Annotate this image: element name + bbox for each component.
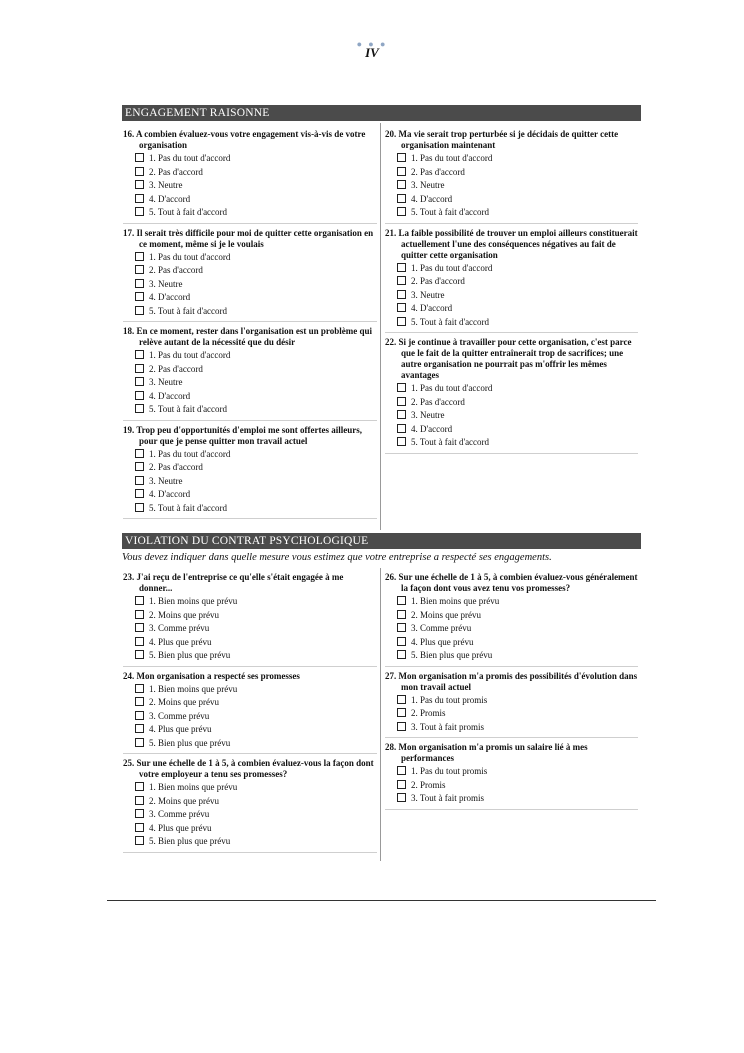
checkbox-icon[interactable] — [397, 383, 406, 392]
option-label: 5. Bien plus que prévu — [149, 737, 231, 748]
answer-option[interactable] — [123, 376, 377, 390]
question-block — [123, 425, 377, 520]
option-label: 2. Pas d'accord — [149, 363, 203, 374]
answer-option[interactable] — [123, 723, 377, 737]
answer-option[interactable] — [385, 779, 638, 793]
checkbox-icon[interactable] — [135, 377, 144, 386]
option-label: 1. Pas du tout d'accord — [149, 251, 231, 262]
option-label: 2. Moins que prévu — [149, 795, 219, 806]
answer-option[interactable] — [385, 409, 638, 423]
page-number-label: IV — [365, 45, 379, 60]
answer-option[interactable] — [123, 636, 377, 650]
option-label: 3. Comme prévu — [149, 710, 210, 721]
column-divider — [380, 568, 381, 861]
option-label: 5. Bien plus que prévu — [149, 836, 231, 846]
option-label: 2. Moins que prévu — [411, 609, 481, 620]
question-title: 20. Ma vie serait trop perturbée si je décidais de quitter cette organisation maintenant — [385, 129, 619, 150]
question-block — [123, 572, 377, 667]
option-label: 3. Neutre — [411, 289, 445, 300]
option-label: 1. Pas du tout d'accord — [149, 350, 231, 360]
answer-option[interactable] — [123, 737, 377, 751]
answer-option[interactable] — [123, 696, 377, 710]
answer-option[interactable] — [123, 835, 377, 849]
question-title: 28. Mon organisation m'a promis un salaire lié à mes performances — [385, 742, 588, 763]
answer-option[interactable] — [123, 609, 377, 623]
question-title: 26. Sur une échelle de 1 à 5, à combien évaluez-vous généralement la façon dont vous avez tenu vos promesses? — [385, 572, 638, 593]
question-block — [123, 758, 377, 853]
option-label: 2. Pas d'accord — [149, 265, 203, 275]
option-label: 1. Bien moins que prévu — [149, 596, 238, 606]
checkbox-icon[interactable] — [135, 153, 144, 162]
page-dots: ● ● ● — [356, 39, 388, 49]
option-label: 2. Moins que prévu — [149, 609, 219, 620]
option-label: 4. Plus que prévu — [149, 822, 212, 833]
footer-rule — [107, 900, 656, 901]
column-divider — [380, 123, 381, 530]
checkbox-icon[interactable] — [397, 766, 406, 775]
question-block — [123, 129, 377, 224]
checkbox-icon[interactable] — [135, 796, 144, 805]
option-label: 1. Pas du tout d'accord — [411, 383, 493, 393]
question-title: 16. A combien évaluez-vous votre engagement vis-à-vis de votre organisation — [123, 129, 366, 150]
checkbox-icon[interactable] — [135, 724, 144, 733]
question-block — [385, 572, 638, 667]
checkbox-icon[interactable] — [397, 650, 406, 659]
answer-option[interactable] — [123, 795, 377, 809]
answer-option[interactable] — [123, 781, 377, 795]
checkbox-icon[interactable] — [135, 404, 144, 413]
option-label: 3. Neutre — [411, 180, 445, 190]
option-label: 5. Bien plus que prévu — [411, 650, 493, 660]
checkbox-icon[interactable] — [397, 167, 406, 176]
answer-option[interactable] — [385, 302, 638, 316]
answer-option[interactable] — [385, 707, 638, 721]
question-block — [123, 228, 377, 323]
answer-option[interactable] — [123, 475, 377, 489]
option-label: 4. Plus que prévu — [149, 636, 212, 647]
question-title: 19. Trop peu d'opportunités d'emploi me sont offertes ailleurs, pour que je pense quitter mon travail actuel — [123, 424, 363, 446]
answer-option[interactable] — [385, 166, 638, 180]
checkbox-icon[interactable] — [135, 489, 144, 498]
checkbox-icon[interactable] — [397, 153, 406, 162]
answer-option[interactable] — [385, 649, 638, 663]
answer-option[interactable] — [123, 595, 377, 609]
checkbox-icon[interactable] — [135, 650, 144, 659]
answer-option[interactable] — [123, 390, 377, 404]
checkbox-icon[interactable] — [135, 391, 144, 400]
checkbox-icon[interactable] — [397, 397, 406, 406]
option-label: 2. Pas d'accord — [411, 276, 465, 286]
option-label: 4. D'accord — [149, 292, 191, 302]
checkbox-icon[interactable] — [397, 317, 406, 326]
answer-option[interactable] — [385, 636, 638, 650]
option-label: 4. Plus que prévu — [411, 636, 474, 647]
section-title-engagement: ENGAGEMENT RAISONNE — [122, 105, 641, 121]
answer-option[interactable] — [385, 289, 638, 303]
checkbox-icon[interactable] — [135, 637, 144, 646]
answer-option[interactable] — [385, 694, 638, 708]
checkbox-icon[interactable] — [135, 476, 144, 485]
answer-option[interactable] — [123, 305, 377, 319]
checkbox-icon[interactable] — [397, 303, 406, 312]
option-label: 2. Moins que prévu — [149, 697, 219, 707]
answer-option[interactable] — [123, 206, 377, 220]
checkbox-icon[interactable] — [135, 279, 144, 288]
answer-option[interactable] — [385, 396, 638, 410]
answer-option[interactable] — [123, 461, 377, 475]
checkbox-icon[interactable] — [135, 292, 144, 301]
question-block — [385, 671, 638, 739]
answer-option[interactable] — [123, 349, 377, 363]
checkbox-icon[interactable] — [397, 623, 406, 632]
option-label: 4. D'accord — [411, 303, 453, 313]
section1-left-column — [123, 129, 377, 523]
checkbox-icon[interactable] — [397, 437, 406, 446]
answer-option[interactable] — [123, 264, 377, 278]
answer-option[interactable] — [123, 683, 377, 697]
checkbox-icon[interactable] — [397, 610, 406, 619]
option-label: 1. Bien moins que prévu — [411, 596, 500, 606]
answer-option[interactable] — [123, 363, 377, 377]
option-label: 5. Tout à fait d'accord — [149, 207, 228, 217]
answer-option[interactable] — [385, 382, 638, 396]
checkbox-icon[interactable] — [397, 180, 406, 189]
checkbox-icon[interactable] — [135, 684, 144, 693]
question-title: 25. Sur une échelle de 1 à 5, à combien évaluez-vous la façon dont votre employeur a tenu ses promesses? — [123, 758, 374, 779]
option-label: 3. Comme prévu — [411, 623, 472, 633]
answer-option[interactable] — [385, 152, 638, 166]
option-label: 1. Pas du tout d'accord — [411, 262, 493, 273]
checkbox-icon[interactable] — [135, 180, 144, 189]
checkbox-icon[interactable] — [397, 722, 406, 731]
option-label: 3. Neutre — [149, 377, 183, 387]
section2-left-column — [123, 572, 377, 857]
question-block — [123, 326, 377, 421]
option-label: 5. Tout à fait d'accord — [411, 207, 490, 217]
section2-right-column — [385, 572, 638, 814]
checkbox-icon[interactable] — [135, 738, 144, 747]
checkbox-icon[interactable] — [397, 708, 406, 717]
answer-option[interactable] — [385, 765, 638, 779]
question-title: 17. Il serait très difficile pour moi de quitter cette organisation en ce moment, même si je le voulais — [123, 227, 374, 249]
option-label: 3. Tout à fait promis — [411, 793, 484, 803]
option-label: 1. Pas du tout d'accord — [411, 153, 493, 163]
answer-option[interactable] — [123, 710, 377, 724]
question-title: 21. La faible possibilité de trouver un emploi ailleurs constituerait actuellement l'une des conséquences négatives au fait de quitter cette organisation — [385, 227, 638, 260]
option-label: 4. D'accord — [411, 193, 453, 204]
checkbox-icon[interactable] — [135, 809, 144, 818]
answer-option[interactable] — [123, 808, 377, 822]
question-block — [385, 337, 638, 454]
option-label: 5. Tout à fait d'accord — [149, 305, 228, 316]
checkbox-icon[interactable] — [135, 782, 144, 791]
checkbox-icon[interactable] — [135, 306, 144, 315]
answer-option[interactable] — [123, 166, 377, 180]
option-label: 1. Bien moins que prévu — [149, 683, 238, 694]
answer-option[interactable] — [385, 721, 638, 735]
question-title: 22. Si je continue à travailler pour cette organisation, c'est parce que le fait de la quitter entraînerait trop de sacrifices; une autre organisation ne pourrait pas m'offrir les mêmes avantages — [385, 337, 632, 380]
answer-option[interactable] — [385, 275, 638, 289]
checkbox-icon[interactable] — [397, 596, 406, 605]
checkbox-icon[interactable] — [135, 265, 144, 274]
answer-option[interactable] — [385, 595, 638, 609]
option-label: 2. Pas d'accord — [411, 396, 465, 407]
checkbox-icon[interactable] — [397, 207, 406, 216]
section1-right-column — [385, 129, 638, 458]
checkbox-icon[interactable] — [397, 424, 406, 433]
answer-option[interactable] — [123, 502, 377, 516]
option-label: 3. Neutre — [149, 475, 183, 486]
option-label: 2. Pas d'accord — [411, 166, 465, 177]
checkbox-icon[interactable] — [135, 836, 144, 845]
checkbox-icon[interactable] — [135, 503, 144, 512]
checkbox-icon[interactable] — [135, 449, 144, 458]
checkbox-icon[interactable] — [135, 194, 144, 203]
answer-option[interactable] — [385, 792, 638, 806]
answer-option[interactable] — [123, 488, 377, 502]
answer-option[interactable] — [123, 251, 377, 265]
answer-option[interactable] — [385, 206, 638, 220]
answer-option[interactable] — [123, 622, 377, 636]
checkbox-icon[interactable] — [397, 780, 406, 789]
option-label: 5. Bien plus que prévu — [149, 650, 231, 660]
answer-option[interactable] — [385, 609, 638, 623]
checkbox-icon[interactable] — [397, 276, 406, 285]
checkbox-icon[interactable] — [135, 623, 144, 632]
answer-option[interactable] — [385, 179, 638, 193]
checkbox-icon[interactable] — [135, 207, 144, 216]
option-label: 3. Neutre — [411, 410, 445, 420]
checkbox-icon[interactable] — [135, 711, 144, 720]
question-block — [385, 228, 638, 334]
question-title: 23. J'ai reçu de l'entreprise ce qu'elle s'était engagée à me donner... — [123, 572, 344, 593]
checkbox-icon[interactable] — [397, 290, 406, 299]
checkbox-icon[interactable] — [135, 364, 144, 373]
question-title: 18. En ce moment, rester dans l'organisation est un problème qui relève autant de la nécessité que du désir — [123, 326, 373, 347]
option-label: 5. Tout à fait d'accord — [149, 502, 228, 513]
option-label: 5. Tout à fait d'accord — [411, 437, 490, 447]
page-number — [0, 40, 744, 60]
option-label: 4. D'accord — [411, 423, 453, 434]
checkbox-icon[interactable] — [397, 637, 406, 646]
answer-option[interactable] — [385, 316, 638, 330]
answer-option[interactable] — [123, 179, 377, 193]
option-label: 5. Tout à fait d'accord — [411, 316, 490, 327]
option-label: 1. Pas du tout d'accord — [149, 153, 231, 163]
question-title: 24. Mon organisation a respecté ses promesses — [123, 670, 300, 681]
option-label: 3. Tout à fait promis — [411, 721, 484, 732]
checkbox-icon[interactable] — [397, 194, 406, 203]
option-label: 4. D'accord — [149, 390, 191, 401]
checkbox-icon[interactable] — [135, 462, 144, 471]
checkbox-icon[interactable] — [135, 610, 144, 619]
answer-option[interactable] — [385, 193, 638, 207]
checkbox-icon[interactable] — [397, 793, 406, 802]
question-title: 27. Mon organisation m'a promis des possibilités d'évolution dans mon travail actuel — [385, 670, 638, 692]
option-label: 1. Pas du tout promis — [411, 694, 488, 705]
answer-option[interactable] — [123, 291, 377, 305]
option-label: 4. D'accord — [149, 489, 191, 499]
answer-option[interactable] — [385, 262, 638, 276]
option-label: 1. Pas du tout d'accord — [149, 448, 231, 459]
answer-option[interactable] — [123, 403, 377, 417]
option-label: 2. Pas d'accord — [149, 166, 203, 177]
checkbox-icon[interactable] — [135, 252, 144, 261]
answer-option[interactable] — [123, 278, 377, 292]
question-block — [385, 129, 638, 224]
answer-option[interactable] — [123, 822, 377, 836]
option-label: 3. Neutre — [149, 278, 183, 289]
answer-option[interactable] — [123, 649, 377, 663]
checkbox-icon[interactable] — [135, 823, 144, 832]
answer-option[interactable] — [123, 152, 377, 166]
answer-option[interactable] — [385, 622, 638, 636]
checkbox-icon[interactable] — [397, 695, 406, 704]
section-title-violation: VIOLATION DU CONTRAT PSYCHOLOGIQUE — [122, 533, 641, 549]
option-label: 2. Pas d'accord — [149, 462, 203, 472]
question-block — [123, 671, 377, 755]
checkbox-icon[interactable] — [135, 350, 144, 359]
checkbox-icon[interactable] — [135, 697, 144, 706]
answer-option[interactable] — [123, 448, 377, 462]
option-label: 3. Comme prévu — [149, 809, 210, 819]
option-label: 4. D'accord — [149, 193, 191, 204]
option-label: 2. Promis — [411, 779, 446, 790]
option-label: 1. Bien moins que prévu — [149, 782, 238, 792]
section-instruction: Vous devez indiquer dans quelle mesure vous estimez que votre entreprise a respecté ses engagements. — [122, 552, 552, 563]
answer-option[interactable] — [385, 436, 638, 450]
checkbox-icon[interactable] — [397, 410, 406, 419]
checkbox-icon[interactable] — [397, 263, 406, 272]
option-label: 3. Comme prévu — [149, 623, 210, 633]
answer-option[interactable] — [385, 423, 638, 437]
checkbox-icon[interactable] — [135, 167, 144, 176]
option-label: 2. Promis — [411, 708, 446, 718]
checkbox-icon[interactable] — [135, 596, 144, 605]
option-label: 4. Plus que prévu — [149, 724, 212, 734]
answer-option[interactable] — [123, 193, 377, 207]
option-label: 1. Pas du tout promis — [411, 766, 488, 776]
question-block — [385, 742, 638, 810]
option-label: 5. Tout à fait d'accord — [149, 404, 228, 414]
option-label: 3. Neutre — [149, 180, 183, 190]
